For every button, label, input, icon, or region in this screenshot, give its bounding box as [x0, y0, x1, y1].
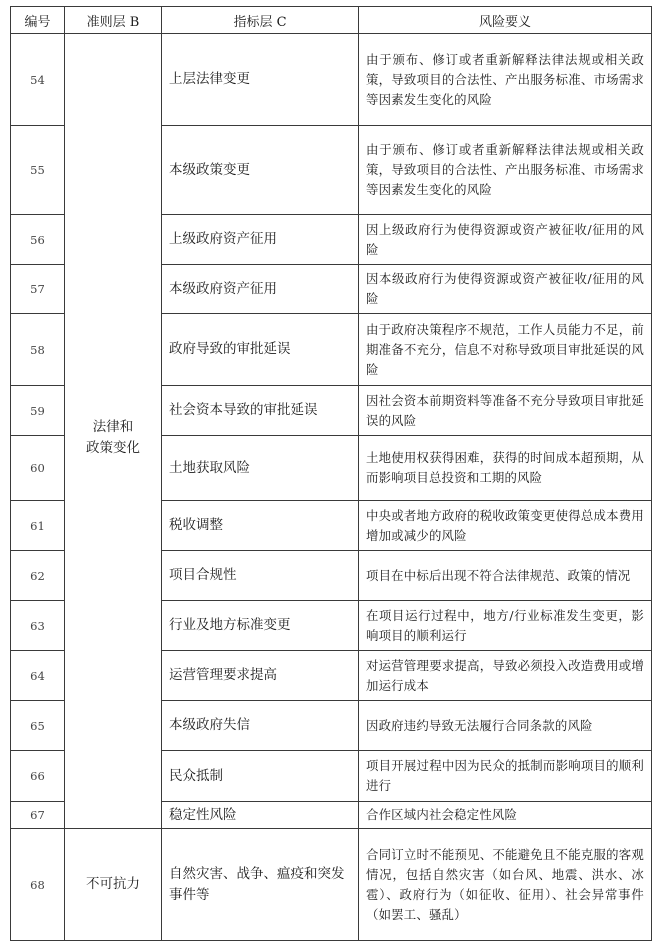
meaning-cell: 土地使用权获得困难，获得的时间成本超预期，从而影响项目总投资和工期的风险: [359, 436, 652, 501]
meaning-cell: 合同订立时不能预见、不能避免且不能克服的客观情况，包括自然灾害（如台风、地震、洪水、冰雹）、政府行为（如征收、征用）、社会异常事件（如罢工、骚乱）: [359, 829, 652, 941]
table-row: [11, 829, 652, 941]
indicator-cell: 本级政府失信: [162, 701, 359, 751]
row-number: 58: [11, 314, 65, 386]
meaning-cell: 由于政府决策程序不规范，工作人员能力不足，前期准备不充分，信息不对称导致项目审批延误的风险: [359, 314, 652, 386]
row-number: 54: [11, 34, 65, 126]
meaning-cell: 对运营管理要求提高，导致必须投入改造费用或增加运行成本: [359, 651, 652, 701]
criterion-label-line: 不可抗力: [86, 876, 140, 892]
criterion-label-line: 法律和: [92, 419, 134, 435]
indicator-cell: 本级政策变更: [162, 126, 359, 215]
indicator-cell: 稳定性风险: [162, 802, 359, 829]
indicator-cell: 民众抵制: [162, 751, 359, 802]
meaning-cell: 项目在中标后出现不符合法律规范、政策的情况: [359, 551, 652, 601]
criterion-label-line: 政策变化: [86, 440, 140, 456]
header-num: 编号: [11, 7, 65, 34]
table-row: [11, 34, 652, 126]
row-number: 59: [11, 386, 65, 436]
risk-indicator-table: [10, 6, 652, 941]
row-number: 68: [11, 829, 65, 941]
row-number: 66: [11, 751, 65, 802]
row-number: 60: [11, 436, 65, 501]
meaning-cell: 因政府违约导致无法履行合同条款的风险: [359, 701, 652, 751]
row-number: 62: [11, 551, 65, 601]
indicator-cell: 土地获取风险: [162, 436, 359, 501]
header-criterion: 准则层 B: [65, 7, 162, 34]
meaning-cell: 项目开展过程中因为民众的抵制而影响项目的顺利进行: [359, 751, 652, 802]
criterion-cell: [65, 34, 162, 829]
row-number: 55: [11, 126, 65, 215]
row-number: 61: [11, 501, 65, 551]
meaning-cell: 中央或者地方政府的税收政策变更使得总成本费用增加或减少的风险: [359, 501, 652, 551]
indicator-cell: 运营管理要求提高: [162, 651, 359, 701]
indicator-cell: 上级政府资产征用: [162, 215, 359, 265]
meaning-cell: 因社会资本前期资料等准备不充分导致项目审批延误的风险: [359, 386, 652, 436]
meaning-cell: 在项目运行过程中，地方/行业标准发生变更，影响项目的顺利运行: [359, 601, 652, 651]
row-number: 57: [11, 265, 65, 314]
indicator-cell: 税收调整: [162, 501, 359, 551]
indicator-cell: 社会资本导致的审批延误: [162, 386, 359, 436]
indicator-cell: 本级政府资产征用: [162, 265, 359, 314]
row-number: 63: [11, 601, 65, 651]
row-number: 64: [11, 651, 65, 701]
meaning-cell: 由于颁布、修订或者重新解释法律法规或相关政策，导致项目的合法性、产出服务标准、市场需求等因素发生变化的风险: [359, 34, 652, 126]
meaning-cell: 合作区域内社会稳定性风险: [359, 802, 652, 829]
indicator-cell: 项目合规性: [162, 551, 359, 601]
indicator-cell: 行业及地方标准变更: [162, 601, 359, 651]
header-meaning: 风险要义: [359, 7, 652, 34]
criterion-cell: [65, 829, 162, 941]
meaning-cell: 因本级政府行为使得资源或资产被征收/征用的风险: [359, 265, 652, 314]
row-number: 67: [11, 802, 65, 829]
row-number: 65: [11, 701, 65, 751]
table-body: [11, 34, 652, 941]
header-row: [11, 7, 652, 34]
meaning-cell: 由于颁布、修订或者重新解释法律法规或相关政策，导致项目的合法性、产出服务标准、市场需求等因素发生变化的风险: [359, 126, 652, 215]
indicator-cell: 自然灾害、战争、瘟疫和突发事件等: [162, 829, 359, 941]
indicator-cell: 上层法律变更: [162, 34, 359, 126]
header-indicator: 指标层 C: [162, 7, 359, 34]
meaning-cell: 因上级政府行为使得资源或资产被征收/征用的风险: [359, 215, 652, 265]
indicator-cell: 政府导致的审批延误: [162, 314, 359, 386]
row-number: 56: [11, 215, 65, 265]
